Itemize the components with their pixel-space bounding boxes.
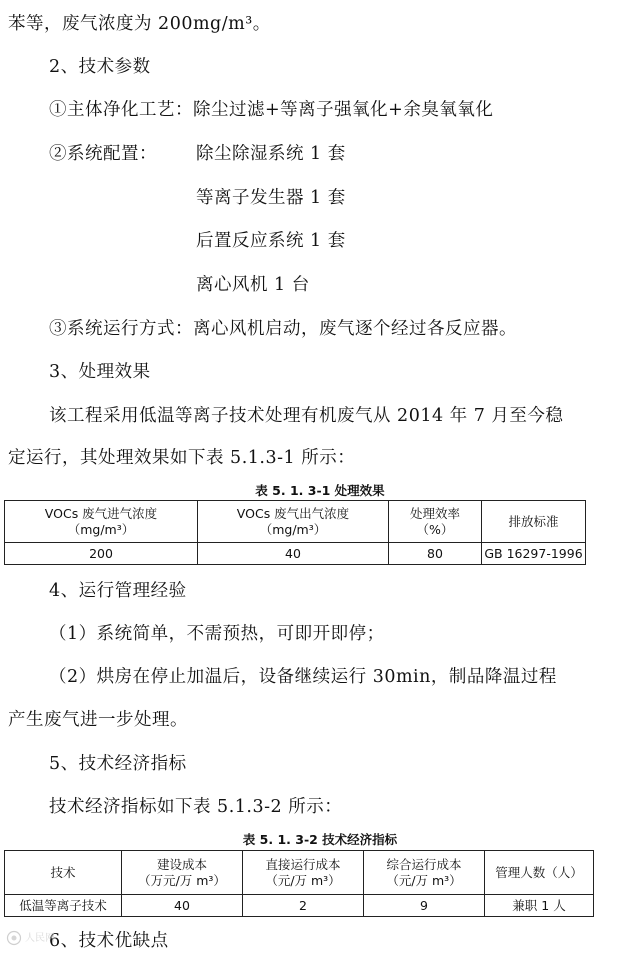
table-row xyxy=(5,895,594,917)
config-item-plasma: 等离子发生器 1 套 xyxy=(196,188,346,208)
paragraph-management-3: 产生废气进一步处理。 xyxy=(8,710,188,730)
table-row xyxy=(5,543,586,565)
table-cell: 兼职 1 人 xyxy=(485,895,594,917)
table-header-cell: 管理人数（人） xyxy=(485,851,594,895)
watermark-logo-icon xyxy=(6,930,22,946)
paragraph-intro-tail: 苯等，废气浓度为 200mg/m³。 xyxy=(8,14,271,34)
table-cell: 40 xyxy=(122,895,243,917)
table-cell: 9 xyxy=(364,895,485,917)
table-cell: 40 xyxy=(198,543,389,565)
paragraph-config-label: ②系统配置： xyxy=(49,144,157,164)
heading-management: 4、运行管理经验 xyxy=(49,581,187,601)
heading-tech-params: 2、技术参数 xyxy=(49,57,151,77)
paragraph-management-2: （2）烘房在停止加温后，设备继续运行 30min，制品降温过程 xyxy=(49,667,557,687)
config-item-reactor: 后置反应系统 1 套 xyxy=(196,231,346,251)
table-header-cell: 技术 xyxy=(5,851,122,895)
table-header-row xyxy=(5,501,586,543)
table1-caption: 表 5. 1. 3-1 处理效果 xyxy=(255,483,385,498)
heading-pros-cons: 6、技术优缺点 xyxy=(49,931,169,951)
table-effect xyxy=(4,500,586,565)
heading-effect: 3、处理效果 xyxy=(49,362,151,382)
table-header-cell: 建设成本 （万元/万 m³） xyxy=(122,851,243,895)
table-header-cell: 处理效率 （%） xyxy=(389,501,482,543)
table-cell: 低温等离子技术 xyxy=(5,895,122,917)
watermark-text: 人民网 xyxy=(25,933,55,944)
table2-caption: 表 5. 1. 3-2 技术经济指标 xyxy=(242,832,398,847)
table-cell: GB 16297-1996 xyxy=(482,543,586,565)
paragraph-effect-2: 定运行，其处理效果如下表 5.1.3-1 所示： xyxy=(8,448,356,468)
paragraph-operation: ③系统运行方式：离心风机启动，废气逐个经过各反应器。 xyxy=(49,319,517,339)
table-header-cell: VOCs 废气出气浓度 （mg/m³） xyxy=(198,501,389,543)
paragraph-economic: 技术经济指标如下表 5.1.3-2 所示： xyxy=(49,797,343,817)
table-cell: 200 xyxy=(5,543,198,565)
config-item-dust: 除尘除湿系统 1 套 xyxy=(196,144,346,164)
table-header-cell: 直接运行成本 （元/万 m³） xyxy=(243,851,364,895)
watermark xyxy=(6,928,64,950)
paragraph-process: ①主体净化工艺：除尘过滤+等离子强氧化+余臭氧氧化 xyxy=(49,100,494,120)
paragraph-management-1: （1）系统简单，不需预热，可即开即停； xyxy=(49,624,385,644)
table-header-cell: 排放标准 xyxy=(482,501,586,543)
table-header-cell: VOCs 废气进气浓度 （mg/m³） xyxy=(5,501,198,543)
table-economic xyxy=(4,850,594,917)
table-cell: 2 xyxy=(243,895,364,917)
paragraph-effect-1: 该工程采用低温等离子技术处理有机废气从 2014 年 7 月至今稳 xyxy=(49,406,564,426)
heading-economic: 5、技术经济指标 xyxy=(49,754,187,774)
config-item-fan: 离心风机 1 台 xyxy=(196,275,310,295)
table-cell: 80 xyxy=(389,543,482,565)
table-header-cell: 综合运行成本 （元/万 m³） xyxy=(364,851,485,895)
table-header-row xyxy=(5,851,594,895)
